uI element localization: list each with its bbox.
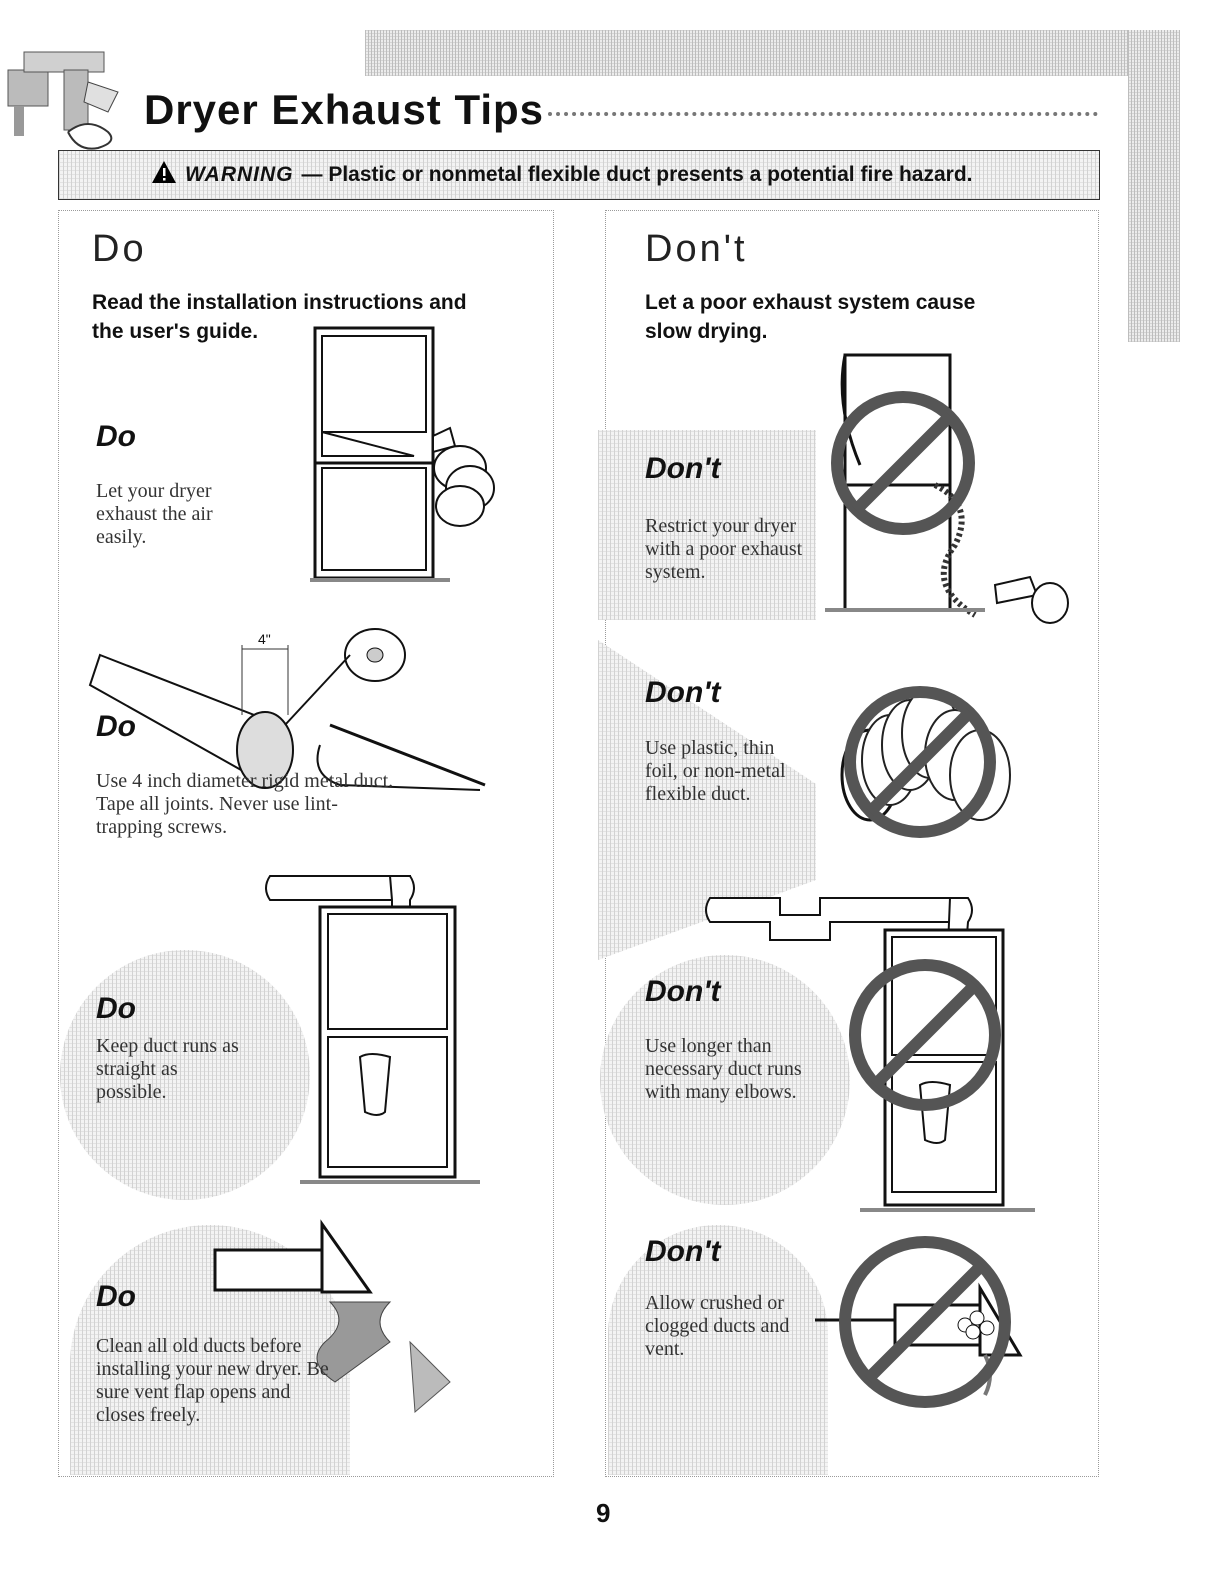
dont-tip-3-label: Don't <box>645 975 721 1008</box>
dont-tip-1-label: Don't <box>645 452 721 485</box>
dont-tip-2-text: Use plastic, thin foil, or non-metal flexible duct. <box>645 737 786 805</box>
stacked-dryer-illustration <box>310 328 510 583</box>
straight-duct-illustration <box>260 872 485 1192</box>
do-tip-1-label: Do <box>96 420 136 453</box>
dryer-logo-icon <box>8 52 128 152</box>
no-symbol-icon <box>828 388 978 538</box>
warning-banner <box>58 150 1100 200</box>
do-tip-3-label: Do <box>96 992 136 1025</box>
no-symbol-icon <box>835 1232 1015 1412</box>
no-symbol-icon <box>845 955 1005 1115</box>
warning-label: WARNING <box>185 163 294 186</box>
do-tip-2-text: Use 4 inch diameter rigid metal duct. Tape all joints. Never use lint-trapping screws. <box>96 770 394 838</box>
do-tip-2-label: Do <box>96 710 136 743</box>
duct-dimension-label: 4" <box>258 631 271 647</box>
no-symbol-icon <box>840 682 1000 842</box>
do-subheading: Read the installation instructions and the user's guide. <box>92 291 467 343</box>
title-leader-dots <box>548 112 1098 116</box>
dont-tip-4-text: Allow crushed or clogged ducts and vent. <box>645 1292 790 1360</box>
warning-text: — Plastic or nonmetal flexible duct presents a potential fire hazard. <box>301 163 973 186</box>
dont-heading: Don't <box>645 228 748 270</box>
header-band-top <box>365 30 1175 76</box>
do-tip-4-text: Clean all old ducts before installing your new dryer. Be sure vent flap opens and closes freely. <box>96 1335 329 1426</box>
warning-triangle-icon <box>151 160 177 190</box>
do-heading: Do <box>92 228 147 270</box>
page-number: 9 <box>596 1498 611 1528</box>
dont-subheading: Let a poor exhaust system cause slow drying. <box>645 291 976 343</box>
dont-tip-1-text: Restrict your dryer with a poor exhaust system. <box>645 515 803 583</box>
page-title: Dryer Exhaust Tips <box>144 86 545 133</box>
do-tip-3-text: Keep duct runs as straight as possible. <box>96 1035 239 1103</box>
dont-tip-3-text: Use longer than necessary duct runs with many elbows. <box>645 1035 802 1103</box>
dont-tip-4-label: Don't <box>645 1235 721 1268</box>
do-tip-1-text: Let your dryer exhaust the air easily. <box>96 480 213 548</box>
header-band-right <box>1128 30 1180 342</box>
dont-tip-2-label: Don't <box>645 676 721 709</box>
do-tip-4-label: Do <box>96 1280 136 1313</box>
